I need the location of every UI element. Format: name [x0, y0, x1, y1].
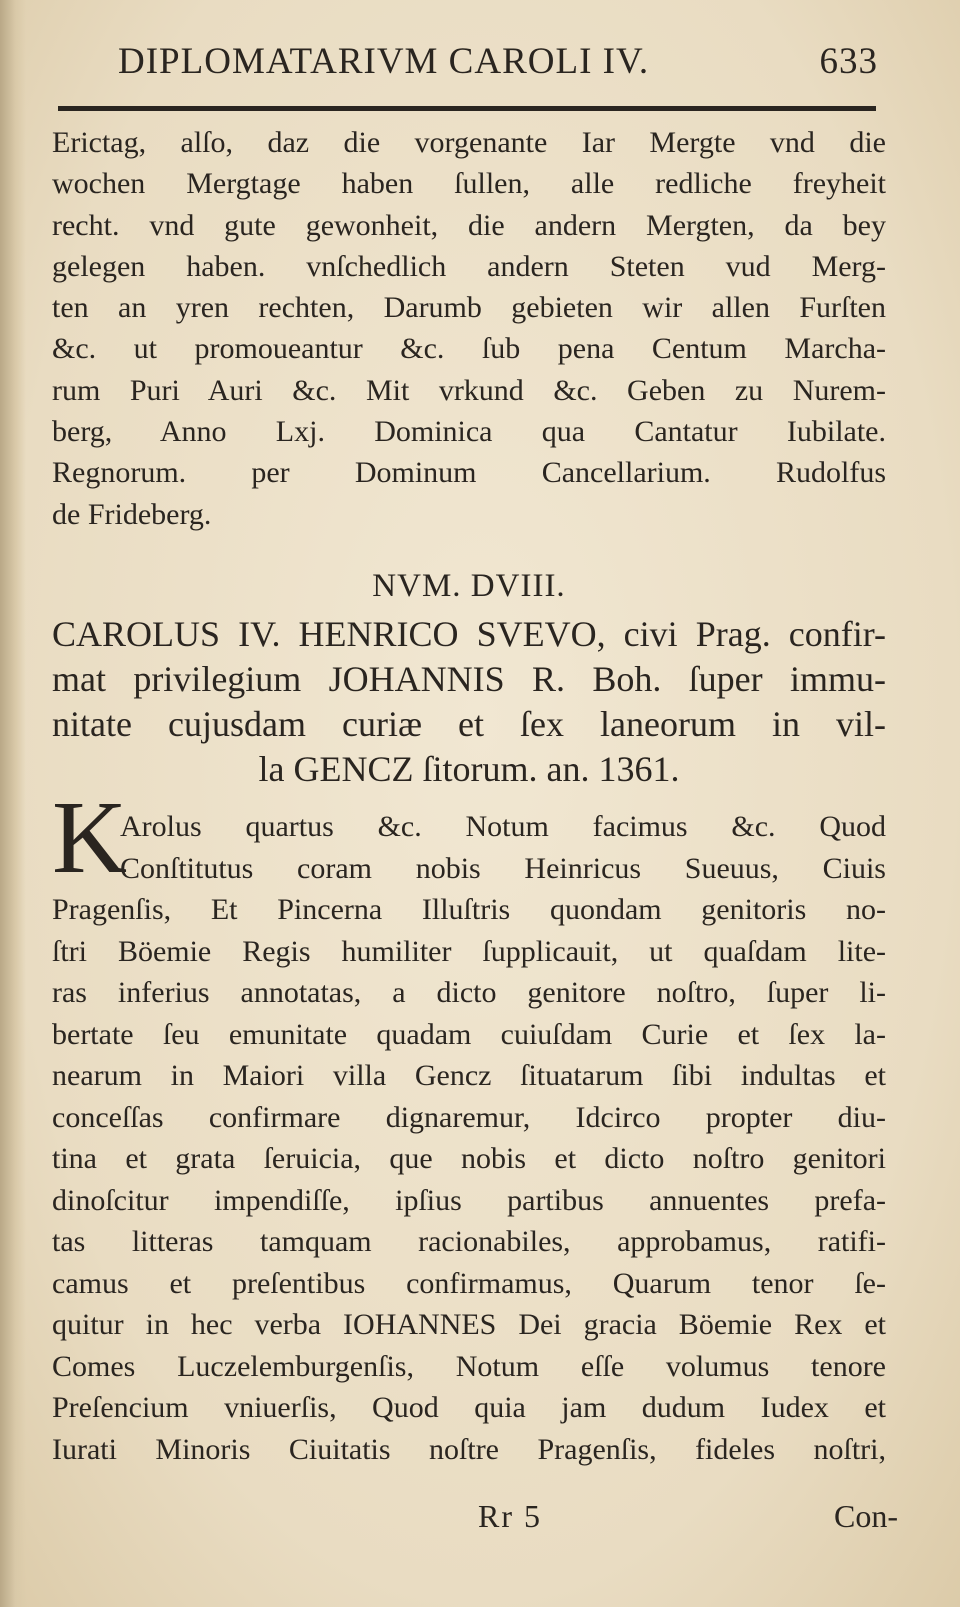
running-title: DIPLOMATARIVM CAROLI IV. — [118, 41, 650, 82]
signature-mark: Rr 5 — [478, 1498, 542, 1534]
text-line: wochen Mergtage haben ſullen, alle redliche freyheit — [52, 167, 886, 201]
text-line: dinoſcitur impendiſſe, ipſius partibus annuentes prefa- — [52, 1183, 886, 1217]
text-line: quitur in hec verba IOHANNES Dei gracia Böemie Rex et — [52, 1308, 886, 1341]
drop-cap: K — [52, 780, 128, 895]
title-line: CAROLUS IV. HENRICO SVEVO, civi Prag. confir- — [52, 614, 886, 654]
page-gutter — [0, 0, 26, 1607]
text-line: berg, Anno Lxj. Dominica qua Cantatur Iubilate. — [52, 415, 886, 449]
text-line: Iurati Minoris Ciuitatis noſtre Pragenſis, fideles noſtri, — [52, 1432, 886, 1466]
text-line: Pragenſis, Et Pincerna Illuſtris quondam genitoris no- — [52, 893, 886, 926]
text-line: Conſtitutus coram nobis Heinricus Sueuus, Ciuis — [120, 851, 886, 885]
text-line: tas litteras tamquam racionabiles, approbamus, ratifi- — [52, 1225, 886, 1258]
text-line: camus et preſentibus confirmamus, Quarum tenor ſe- — [52, 1266, 886, 1300]
text-line: de Frideberg. — [52, 497, 212, 531]
catchword: Con- — [834, 1498, 898, 1534]
charter-text-block — [52, 806, 886, 1470]
text-line: rum Puri Auri &c. Mit vrkund &c. Geben zu Nurem- — [52, 373, 886, 407]
text-line: Arolus quartus &c. Notum facimus &c. Quod — [120, 810, 886, 843]
text-line: &c. ut promoueantur &c. ſub pena Centum Marcha- — [52, 332, 886, 366]
section-number: NVM. DVIII. — [372, 568, 566, 604]
text-line: conceſſas confirmare dignaremur, Idcirco propter diu- — [52, 1100, 886, 1134]
text-line: bertate ſeu emunitate quadam cuiuſdam Curie et ſex la- — [52, 1017, 886, 1051]
page-number: 633 — [819, 41, 878, 82]
text-line: ten an yren rechten, Darumb gebieten wir allen Furſten — [52, 291, 886, 325]
text-line: recht. vnd gute gewonheit, die andern Mergten, da bey — [52, 208, 886, 242]
title-line: la GENCZ ſitorum. an. 1361. — [258, 749, 680, 789]
text-line: Erictag, alſo, daz die vorgenante Iar Mergte vnd die — [52, 126, 886, 159]
text-line: ſtri Böemie Regis humiliter ſupplicauit, ut quaſdam lite- — [52, 934, 886, 968]
header-rule — [58, 106, 876, 111]
text-line: nearum in Maiori villa Gencz ſituatarum ſibi indultas et — [52, 1059, 886, 1092]
top-text-block — [52, 122, 886, 535]
running-header — [118, 40, 878, 83]
text-line: Comes Luczelemburgenſis, Notum eſſe volumus tenore — [52, 1349, 886, 1383]
text-line: Regnorum. per Dominum Cancellarium. Rudolfus — [52, 456, 886, 490]
text-line: gelegen haben. vnſchedlich andern Steten vud Merg- — [52, 249, 886, 283]
section-title — [52, 612, 886, 792]
text-line: tina et grata ſeruicia, que nobis et dicto noſtro genitori — [52, 1142, 886, 1175]
title-line: mat privilegium JOHANNIS R. Boh. ſuper immu- — [52, 659, 886, 699]
text-line: Preſencium vniuerſis, Quod quia jam dudum Iudex et — [52, 1391, 886, 1424]
text-line: ras inferius annotatas, a dicto genitore noſtro, ſuper li- — [52, 976, 886, 1009]
title-line: nitate cujusdam curiæ et ſex laneorum in vil- — [52, 704, 886, 744]
